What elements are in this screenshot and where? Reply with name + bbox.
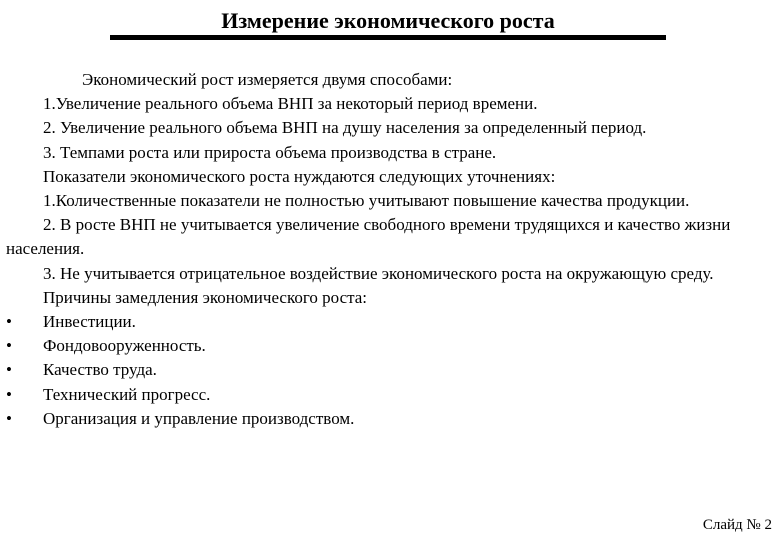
clarification-item: 1.Количественные показатели не полностью учитывают повышение качества продукции. — [43, 191, 690, 211]
intro-text: Экономический рост измеряется двумя способами: — [82, 70, 453, 89]
list-item — [6, 334, 776, 358]
bullet-icon: • — [6, 336, 12, 356]
title-underline — [110, 35, 666, 40]
method-item: 1.Увеличение реального объема ВНП за некоторый период времени. — [43, 94, 538, 114]
reason-text: Фондовооруженность. — [43, 336, 206, 356]
list-item — [6, 310, 776, 334]
list-item — [6, 407, 776, 431]
slowdown-intro: Причины замедления экономического роста: — [43, 287, 368, 307]
slide-number: Слайд № 2 — [702, 517, 772, 533]
reason-text: Организация и управление производством. — [43, 408, 355, 428]
slide-body — [6, 68, 776, 431]
method-item: 2. Увеличение реального объема ВНП на душу населения за определенный период. — [43, 118, 647, 138]
reason-text: Качество труда. — [43, 360, 157, 380]
bullet-icon: • — [6, 408, 12, 428]
list-item — [6, 383, 776, 407]
clarifications-intro: Показатели экономического роста нуждаются следующих уточнениях: — [43, 166, 556, 186]
reason-text: Технический прогресс. — [43, 384, 211, 404]
clarification-item: 3. Не учитывается отрицательное воздействие экономического роста на окружающую среду. — [43, 263, 714, 283]
bullet-icon: • — [6, 360, 12, 380]
clarification-item: 2. В росте ВНП не учитывается увеличение свободного времени трудящихся и качество жизни населения. — [6, 215, 731, 259]
list-item — [6, 358, 776, 382]
bullet-icon: • — [6, 312, 12, 332]
slide-title: Измерение экономического роста — [221, 8, 555, 33]
bullet-icon: • — [6, 384, 12, 404]
method-item: 3. Темпами роста или прироста объема производства в стране. — [43, 142, 497, 162]
reason-text: Инвестиции. — [43, 312, 136, 332]
slowdown-reasons-list — [6, 310, 776, 431]
